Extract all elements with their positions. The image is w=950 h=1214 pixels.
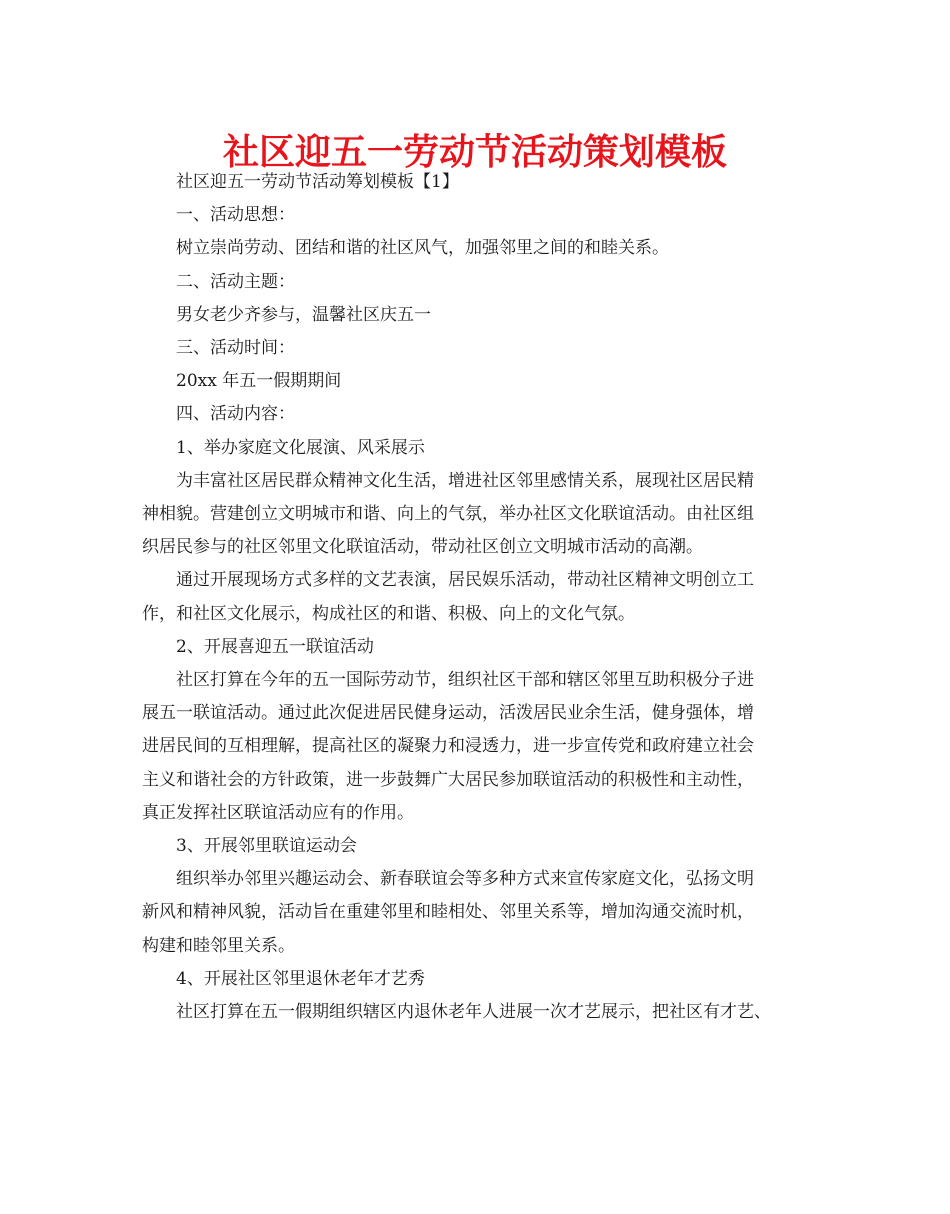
text-line: 1、举办家庭文化展演、风采展示 — [176, 437, 425, 458]
paragraph — [142, 332, 832, 365]
text-line: 新风和精神风貌，活动旨在重建邻里和睦相处、邻里关系等，增加沟通交流时机， — [142, 902, 754, 923]
text-line: 社区打算在五一假期组织辖区内退休老年人进展一次才艺展示，把社区有才艺、 — [176, 1002, 771, 1023]
paragraph — [142, 631, 832, 664]
paragraph — [142, 465, 832, 565]
text-line: 展五一联谊活动。通过此次促进居民健身运动，活泼居民业余生活，健身强体，增 — [142, 703, 754, 724]
text-line: 社区迎五一劳动节活动筹划模板【1】 — [176, 172, 459, 192]
text-line: 树立崇尚劳动、团结和谐的社区风气，加强邻里之间的和睦关系。 — [176, 238, 669, 259]
text-line: 三、活动时间： — [176, 338, 295, 359]
document-title: 社区迎五一劳动节活动策划模板 — [222, 131, 727, 173]
paragraph — [142, 266, 832, 299]
text-line: 男女老少齐参与，温馨社区庆五一 — [176, 304, 431, 325]
paragraph — [142, 365, 832, 398]
text-line: 3、开展邻里联谊运动会 — [176, 836, 357, 857]
paragraph — [142, 996, 832, 1029]
paragraph — [142, 166, 832, 199]
paragraph — [142, 232, 832, 265]
paragraph — [142, 432, 832, 465]
text-line: 通过开展现场方式多样的文艺表演，居民娱乐活动，带动社区精神文明创立工 — [176, 570, 754, 591]
text-line: 4、开展社区邻里退休老年才艺秀 — [176, 968, 425, 989]
paragraph — [142, 963, 832, 996]
text-line: 真正发挥社区联谊活动应有的作用。 — [142, 802, 414, 823]
text-line: 社区打算在今年的五一国际劳动节，组织社区干部和辖区邻里互助积极分子进 — [176, 670, 754, 691]
text-line: 为丰富社区居民群众精神文化生活，增进社区邻里感情关系，展现社区居民精 — [176, 470, 754, 491]
text-line: 二、活动主题： — [176, 271, 295, 292]
text-line: 神相貌。营建创立文明城市和谐、向上的气氛，举办社区文化联谊活动。由社区组 — [142, 504, 754, 525]
text-line: 四、活动内容： — [176, 404, 295, 425]
text-line: 主义和谐社会的方针政策，进一步鼓舞广大居民参加联谊活动的积极性和主动性， — [142, 769, 754, 790]
paragraph — [142, 564, 832, 630]
text-line: 构建和睦邻里关系。 — [142, 935, 295, 956]
paragraph — [142, 398, 832, 431]
paragraph — [142, 199, 832, 232]
document-body — [142, 166, 832, 1029]
paragraph — [142, 830, 832, 863]
text-line: 2、开展喜迎五一联谊活动 — [176, 636, 374, 657]
text-line: 作，和社区文化展示，构成社区的和谐、积极、向上的文化气氛。 — [142, 603, 635, 624]
text-line: 织居民参与的社区邻里文化联谊活动，带动社区创立文明城市活动的高潮。 — [142, 537, 703, 558]
text-line: 20xx 年五一假期期间 — [176, 371, 342, 392]
paragraph — [142, 299, 832, 332]
text-line: 组织举办邻里兴趣运动会、新春联谊会等多种方式来宣传家庭文化，弘扬文明 — [176, 869, 754, 890]
paragraph — [142, 664, 832, 830]
text-line: 进居民间的互相理解，提高社区的凝聚力和浸透力，进一步宣传党和政府建立社会 — [142, 736, 754, 757]
paragraph — [142, 863, 832, 963]
text-line: 一、活动思想： — [176, 205, 295, 226]
